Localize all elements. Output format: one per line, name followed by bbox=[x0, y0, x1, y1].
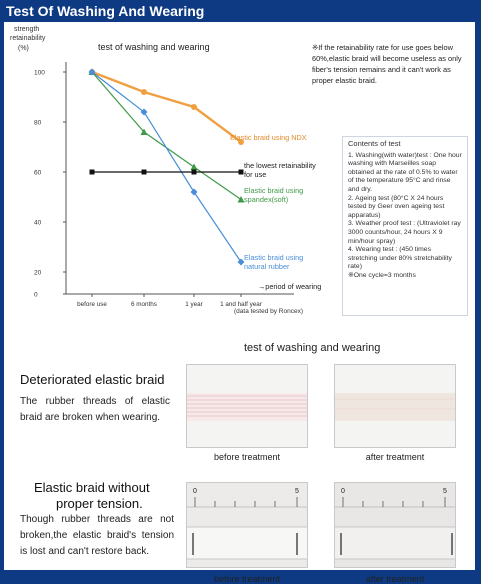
data-point bbox=[239, 170, 244, 175]
source-note: (data tested by Roncex) bbox=[234, 308, 304, 315]
y-label-3: (%) bbox=[18, 45, 29, 52]
deteriorated-before-photo bbox=[186, 364, 308, 448]
tension-body: Though rubber threads are not broken,the elastic braid's tension is lost and can't restore back. bbox=[20, 514, 174, 557]
data-point bbox=[191, 104, 197, 110]
ruler-end-label: 5 bbox=[443, 488, 447, 495]
data-point bbox=[192, 170, 197, 175]
series-line bbox=[92, 72, 241, 262]
data-point bbox=[90, 170, 95, 175]
contents-item: 1. Washing(with water)test : One hour washing with Marseilles soap obtained at the rate of 0.5% to water of the temperature 95°C and rinse and dry. bbox=[348, 151, 462, 193]
deteriorated-body: The rubber threads of elastic braid are broken when wearing. bbox=[20, 396, 170, 423]
contents-item: 3. Weather proof test : (Ultraviolet ray 3000 counts/hour, 24 hours X 9 min/hour spray) bbox=[348, 220, 461, 245]
ruler-start-label: 0 bbox=[341, 488, 345, 495]
x-tick-label: 1 year bbox=[185, 301, 203, 308]
tension-after-photo bbox=[334, 482, 456, 568]
retainability-note: ※If the retainability rate for use goes below 60%,elastic braid will become useless as only fiber's tension remains and it can't work as proper elastic braid. bbox=[312, 43, 462, 85]
content-panel bbox=[4, 22, 475, 584]
braid-stripes bbox=[187, 365, 307, 447]
legend-lowest-2: for use bbox=[244, 170, 267, 179]
y-label-1: strength bbox=[14, 26, 40, 33]
tension-heading-1: Elastic braid without bbox=[34, 480, 150, 495]
legend-ndx: Elastic braid using NDX bbox=[230, 133, 307, 142]
legend-spandex-2: spandex(soft) bbox=[244, 195, 289, 204]
y-label-2: retainability bbox=[10, 35, 46, 42]
tension-after-caption: after treatment bbox=[365, 574, 425, 584]
data-point bbox=[142, 170, 147, 175]
photo-section bbox=[4, 340, 475, 584]
chart-title: test of washing and wearing bbox=[98, 42, 210, 52]
deteriorated-heading: Deteriorated elastic braid bbox=[20, 372, 165, 387]
deteriorated-before-caption: before treatment bbox=[213, 452, 281, 462]
x-tick-label: before use bbox=[77, 301, 107, 308]
legend-lowest-1: the lowest retainability bbox=[244, 161, 316, 170]
tension-before-photo bbox=[186, 482, 308, 568]
y-ticks bbox=[34, 70, 66, 299]
window-title: Test Of Washing And Wearing bbox=[6, 3, 205, 19]
ruler-after bbox=[335, 483, 455, 567]
contents-item: 2. Ageing test (80°C X 24 hours tested by Geer oven ageing test apparatus) bbox=[348, 194, 445, 219]
ruler-before bbox=[187, 483, 307, 567]
series-group bbox=[89, 69, 245, 266]
y-tick-label: 20 bbox=[34, 269, 42, 277]
contents-item: 4. Wearing test : (450 times stretching under 80% stretchability rate) bbox=[348, 246, 452, 271]
y-tick-label: 0 bbox=[34, 291, 38, 299]
data-point bbox=[191, 189, 198, 196]
series-line bbox=[92, 72, 241, 200]
ruler-start-label: 0 bbox=[193, 488, 197, 495]
x-ticks bbox=[77, 294, 262, 308]
deteriorated-after-photo bbox=[334, 364, 456, 448]
photo-section-title: test of washing and wearing bbox=[244, 342, 381, 354]
data-point bbox=[141, 89, 147, 95]
x-tick-label: 1 and half year bbox=[220, 301, 262, 308]
deteriorated-after-caption: after treatment bbox=[365, 452, 425, 462]
contents-heading: Contents of test bbox=[348, 139, 401, 148]
y-tick-label: 80 bbox=[34, 119, 42, 127]
y-tick-label: 40 bbox=[34, 219, 42, 227]
y-tick-label: 60 bbox=[34, 169, 42, 177]
legend-rubber-1: Elastic braid using bbox=[244, 253, 304, 262]
data-point bbox=[191, 164, 198, 171]
tension-before-caption: before treatment bbox=[213, 574, 281, 584]
tension-heading-2: proper tension. bbox=[56, 496, 143, 511]
ruler-end-label: 5 bbox=[295, 488, 299, 495]
legend-rubber-2: natural rubber bbox=[244, 262, 290, 271]
contents-item: ※One cycle=3 months bbox=[348, 271, 416, 279]
x-tick-label: 6 months bbox=[131, 301, 157, 308]
y-tick-label: 100 bbox=[34, 69, 45, 77]
test-contents-box bbox=[342, 136, 468, 316]
braid-faded bbox=[335, 365, 455, 447]
series-line bbox=[92, 72, 241, 142]
legend-spandex-1: Elastic braid using bbox=[244, 186, 304, 195]
x-axis-label: →period of wearing bbox=[258, 282, 322, 291]
